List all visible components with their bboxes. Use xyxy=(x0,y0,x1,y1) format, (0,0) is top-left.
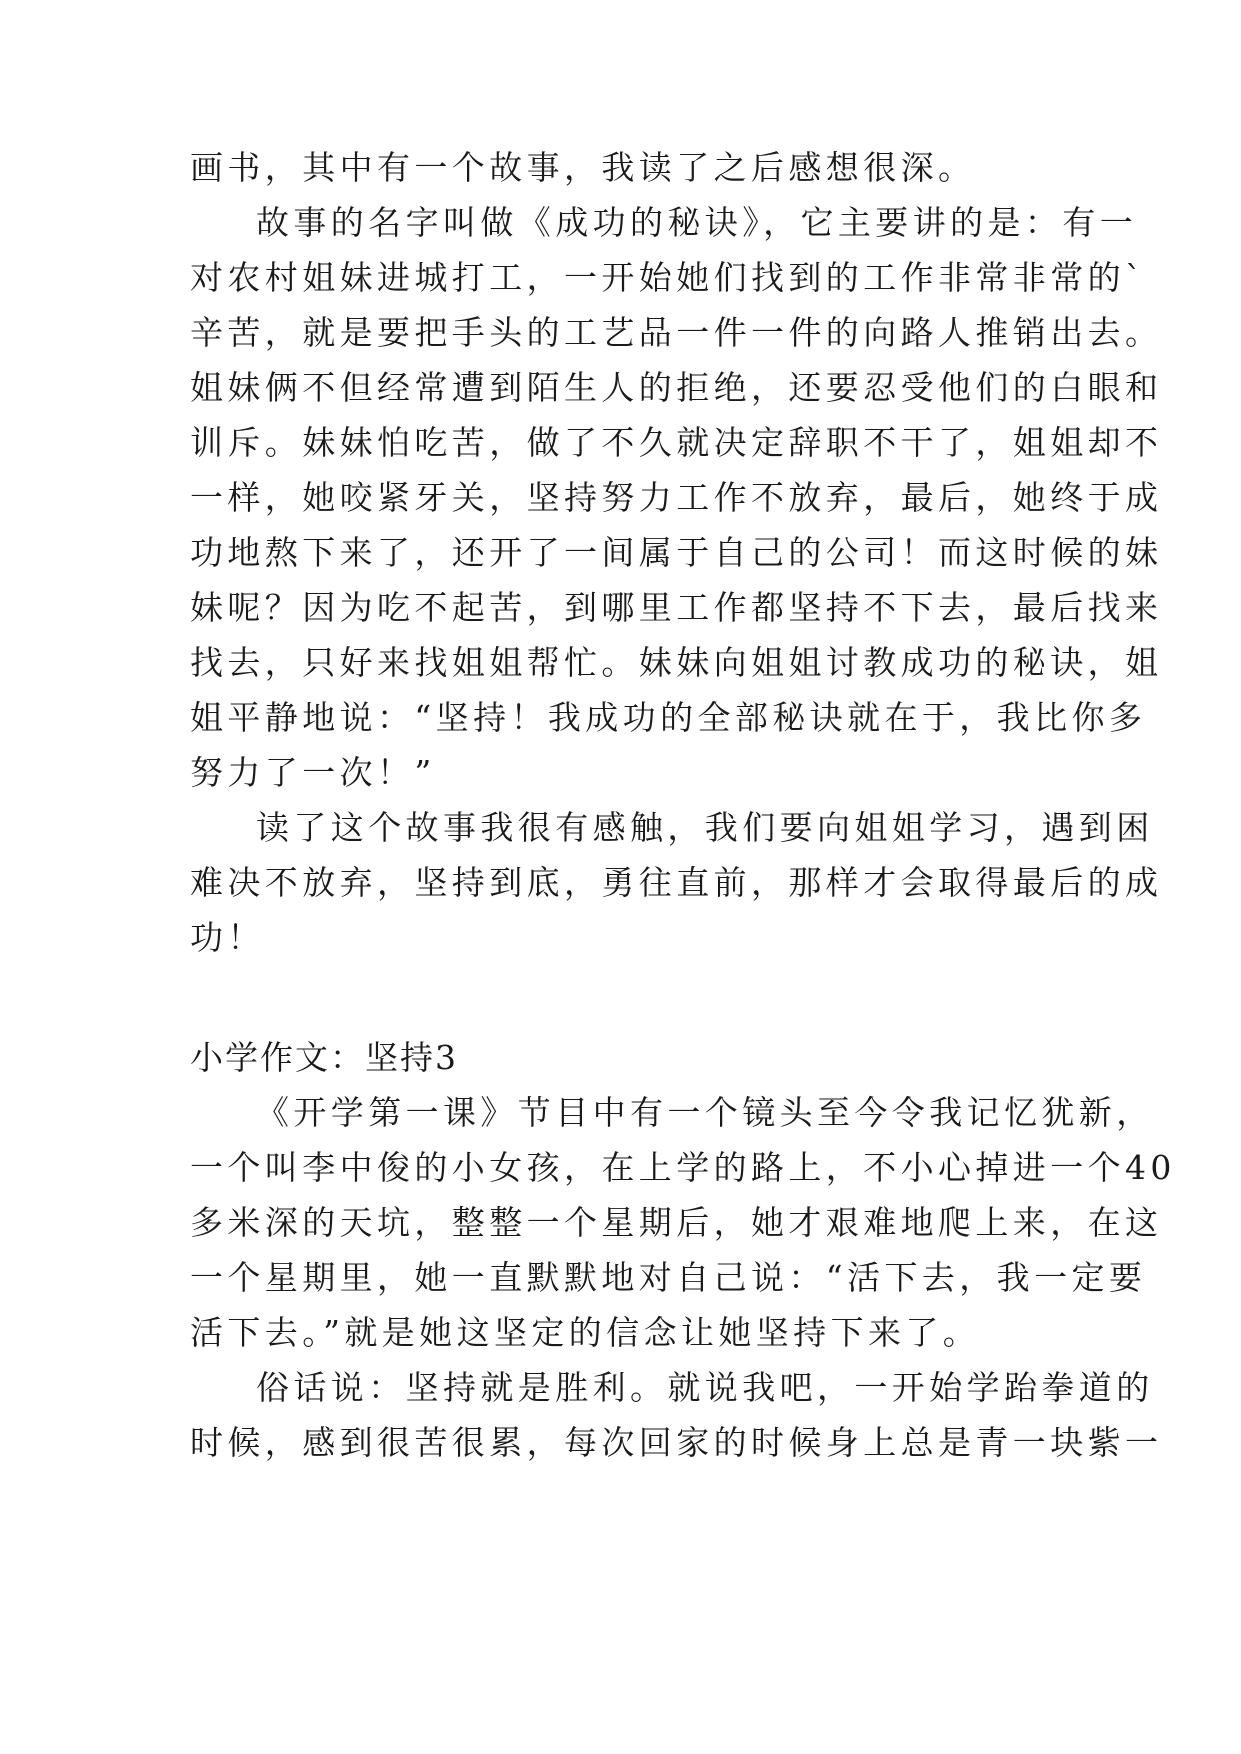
text-line: 时候，感到很苦很累，每次回家的时候身上总是青一块紫一 xyxy=(190,1423,1163,1462)
text-line: 找去，只好来找姐姐帮忙。妹妹向姐姐讨教成功的秘诀，姐 xyxy=(190,643,1163,682)
text-line: 难决不放弃，坚持到底，勇往直前，那样才会取得最后的成 xyxy=(190,863,1163,902)
text-line: 辛苦，就是要把手头的工艺品一件一件的向路人推销出去。 xyxy=(190,313,1163,352)
paragraph-first-line: 读了这个故事我很有感触，我们要向姐姐学习，遇到困 xyxy=(256,808,1154,847)
paragraph-first-line: 俗话说：坚持就是胜利。就说我吧，一开始学跆拳道的 xyxy=(256,1368,1154,1407)
text-line: 妹呢？因为吃不起苦，到哪里工作都坚持不下去，最后找来 xyxy=(190,588,1163,627)
text-line: 对农村姐妹进城打工，一开始她们找到的工作非常非常的` xyxy=(190,258,1146,297)
text-line: 努力了一次！” xyxy=(190,753,436,792)
text-line: 一样，她咬紧牙关，坚持努力工作不放弃，最后，她终于成 xyxy=(190,478,1163,517)
text-line: 功地熬下来了，还开了一间属于自己的公司！而这时候的妹 xyxy=(190,533,1163,572)
essay-title: 小学作文：坚持3 xyxy=(190,1038,458,1077)
text-line: 一个叫李中俊的小女孩，在上学的路上，不小心掉进一个40 xyxy=(190,1148,1176,1187)
text-line: 姐平静地说：“坚持！我成功的全部秘诀就在于，我比你多 xyxy=(190,698,1147,737)
text-line: 训斥。妹妹怕吃苦，做了不久就决定辞职不干了，姐姐却不 xyxy=(190,423,1163,462)
text-line: 姐妹俩不但经常遭到陌生人的拒绝，还要忍受他们的白眼和 xyxy=(190,368,1163,407)
paragraph-first-line: 故事的名字叫做《成功的秘诀》，它主要讲的是：有一 xyxy=(256,203,1138,242)
text-line: 画书，其中有一个故事，我读了之后感想很深。 xyxy=(190,148,976,187)
paragraph-first-line: 《开学第一课》节目中有一个镜头至今令我记忆犹新， xyxy=(256,1093,1154,1132)
text-line: 多米深的天坑，整整一个星期后，她才艰难地爬上来，在这 xyxy=(190,1203,1163,1242)
text-line: 功！ xyxy=(190,918,265,957)
text-line: 活下去。”就是她这坚定的信念让她坚持下来了。 xyxy=(190,1313,981,1352)
text-line: 一个星期里，她一直默默地对自己说：“活下去，我一定要 xyxy=(190,1258,1147,1297)
